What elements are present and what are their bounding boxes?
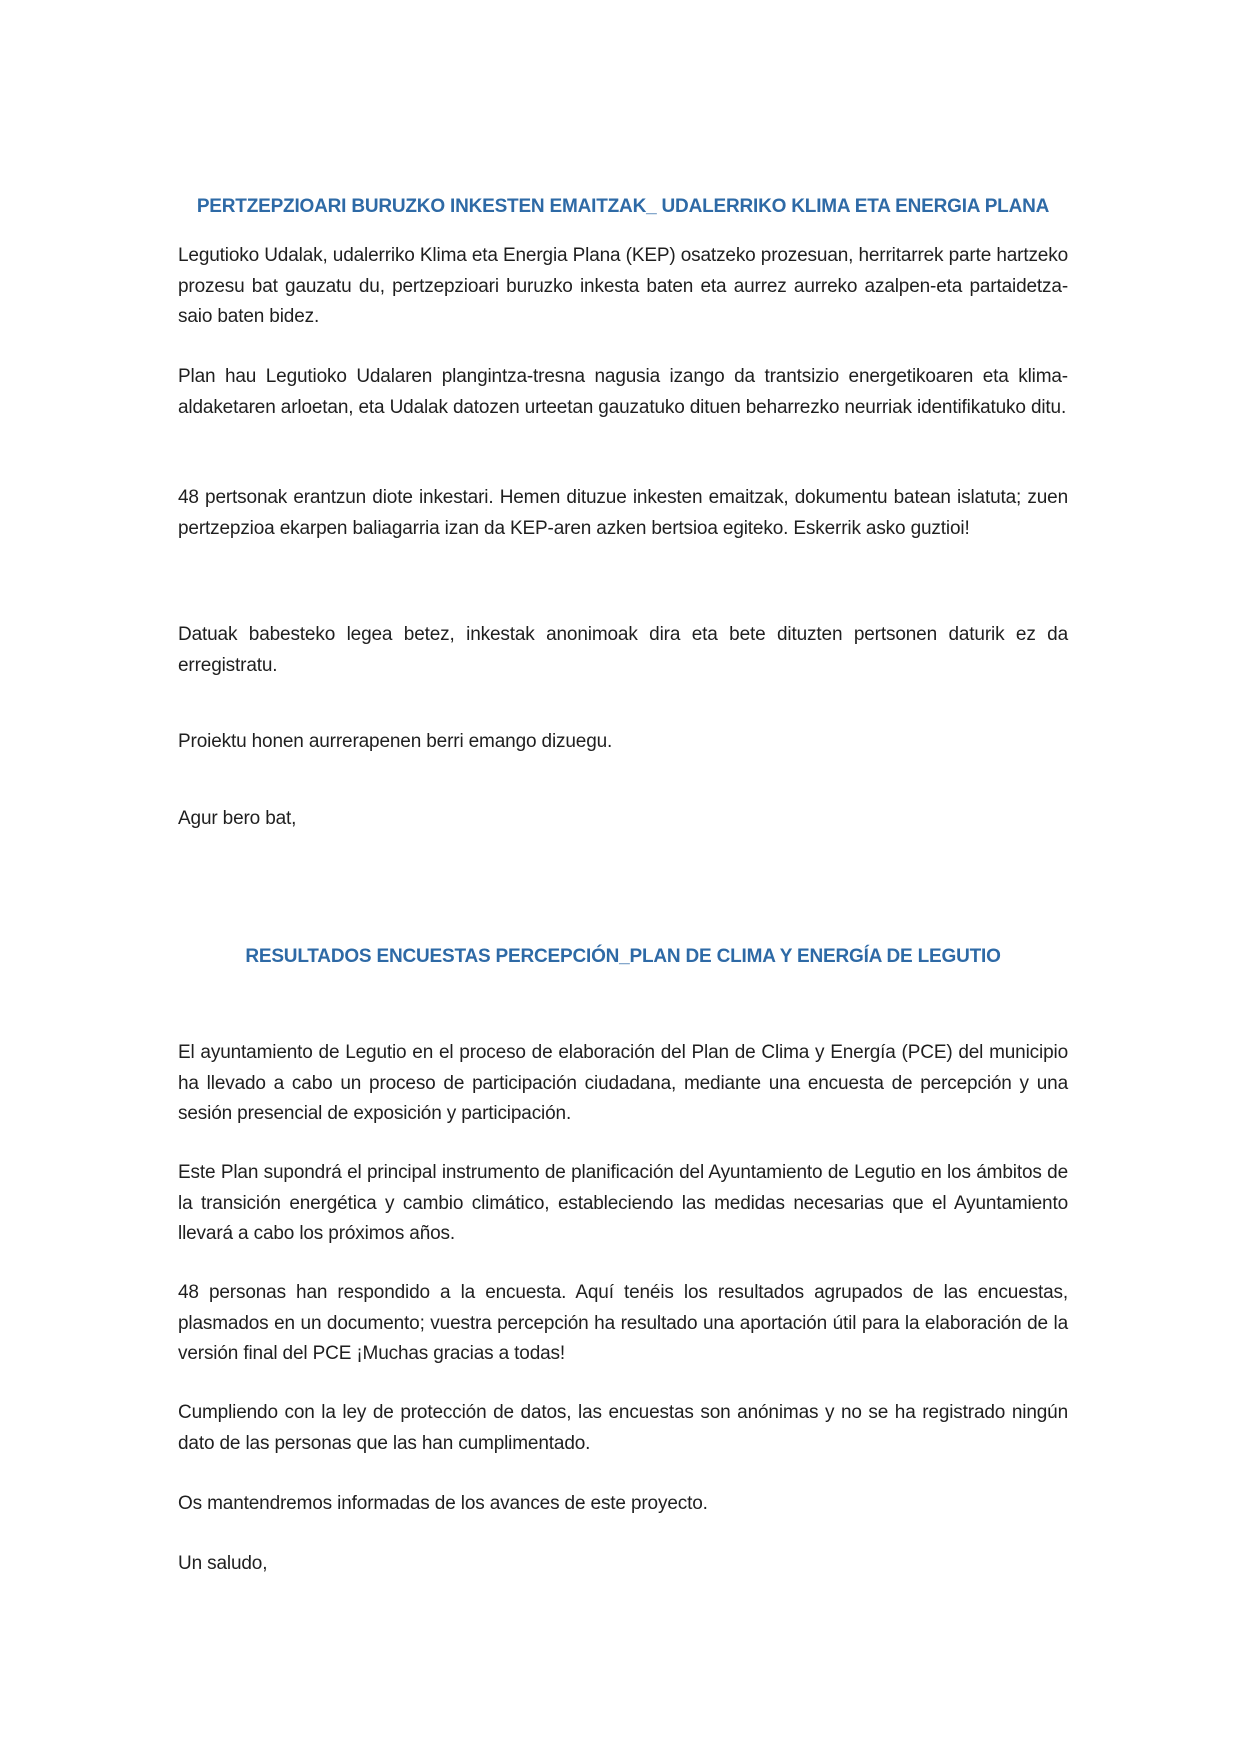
basque-section-title: PERTZEPZIOARI BURUZKO INKESTEN EMAITZAK_ UDALERRIKO KLIMA ETA ENERGIA PLANA [196,196,1050,217]
basque-paragraph-3: 48 pertsonak erantzun diote inkestari. Hemen dituzue inkesten emaitzak, dokumentu batean islatuta; zuen pertzepzioa ekarpen baliagarria izan da KEP-aren azken bertsioa egiteko. Eskerrik asko guztioi! [178,487,1068,539]
basque-paragraph-1: Legutioko Udalak, udalerriko Klima eta Energia Plana (KEP) osatzeko prozesuan, herritarrek parte hartzeko prozesu bat gauzatu du, pertzepzioari buruzko inkesta baten eta aurrez aurreko azalpen-eta partaidetza-saio baten bidez. [178,245,1068,327]
spanish-paragraph-2: Este Plan supondrá el principal instrumento de planificación del Ayuntamiento de Legutio en los ámbitos de la transición energética y cambio climático, estableciendo las medidas necesarias que el Ayuntamiento llevará a cabo los próximos años. [178,1162,1068,1244]
spanish-paragraph-5: Os mantendremos informadas de los avances de este proyecto. [178,1493,708,1514]
basque-closing: Agur bero bat, [178,808,297,829]
spanish-paragraph-4: Cumpliendo con la ley de protección de datos, las encuestas son anónimas y no se ha registrado ningún dato de las personas que las han cumplimentado. [178,1402,1068,1454]
spanish-closing: Un saludo, [178,1553,268,1574]
document-page [178,0,1068,1755]
basque-paragraph-4: Datuak babesteko legea betez, inkestak anonimoak dira eta bete dituzten pertsonen daturik ez da erregistratu. [178,624,1068,676]
basque-paragraph-5: Proiektu honen aurrerapenen berri emango dizuegu. [178,731,613,752]
spanish-section-title: RESULTADOS ENCUESTAS PERCEPCIÓN_PLAN DE CLIMA Y ENERGÍA DE LEGUTIO [245,946,1001,967]
spanish-paragraph-3: 48 personas han respondido a la encuesta. Aquí tenéis los resultados agrupados de las encuestas, plasmados en un documento; vuestra percepción ha resultado una aportación útil para la elaboración de la versión final del PCE ¡Muchas gracias a todas! [178,1282,1068,1364]
spanish-paragraph-1: El ayuntamiento de Legutio en el proceso de elaboración del Plan de Clima y Energía (PCE) del municipio ha llevado a cabo un proceso de participación ciudadana, mediante una encuesta de percepción y una sesión presencial de exposición y participación. [178,1042,1068,1124]
basque-paragraph-2: Plan hau Legutioko Udalaren plangintza-tresna nagusia izango da trantsizio energetikoaren eta klima-aldaketaren arloetan, eta Udalak datozen urteetan gauzatuko dituen beharrezko neurriak identifikatuko ditu. [178,366,1068,418]
